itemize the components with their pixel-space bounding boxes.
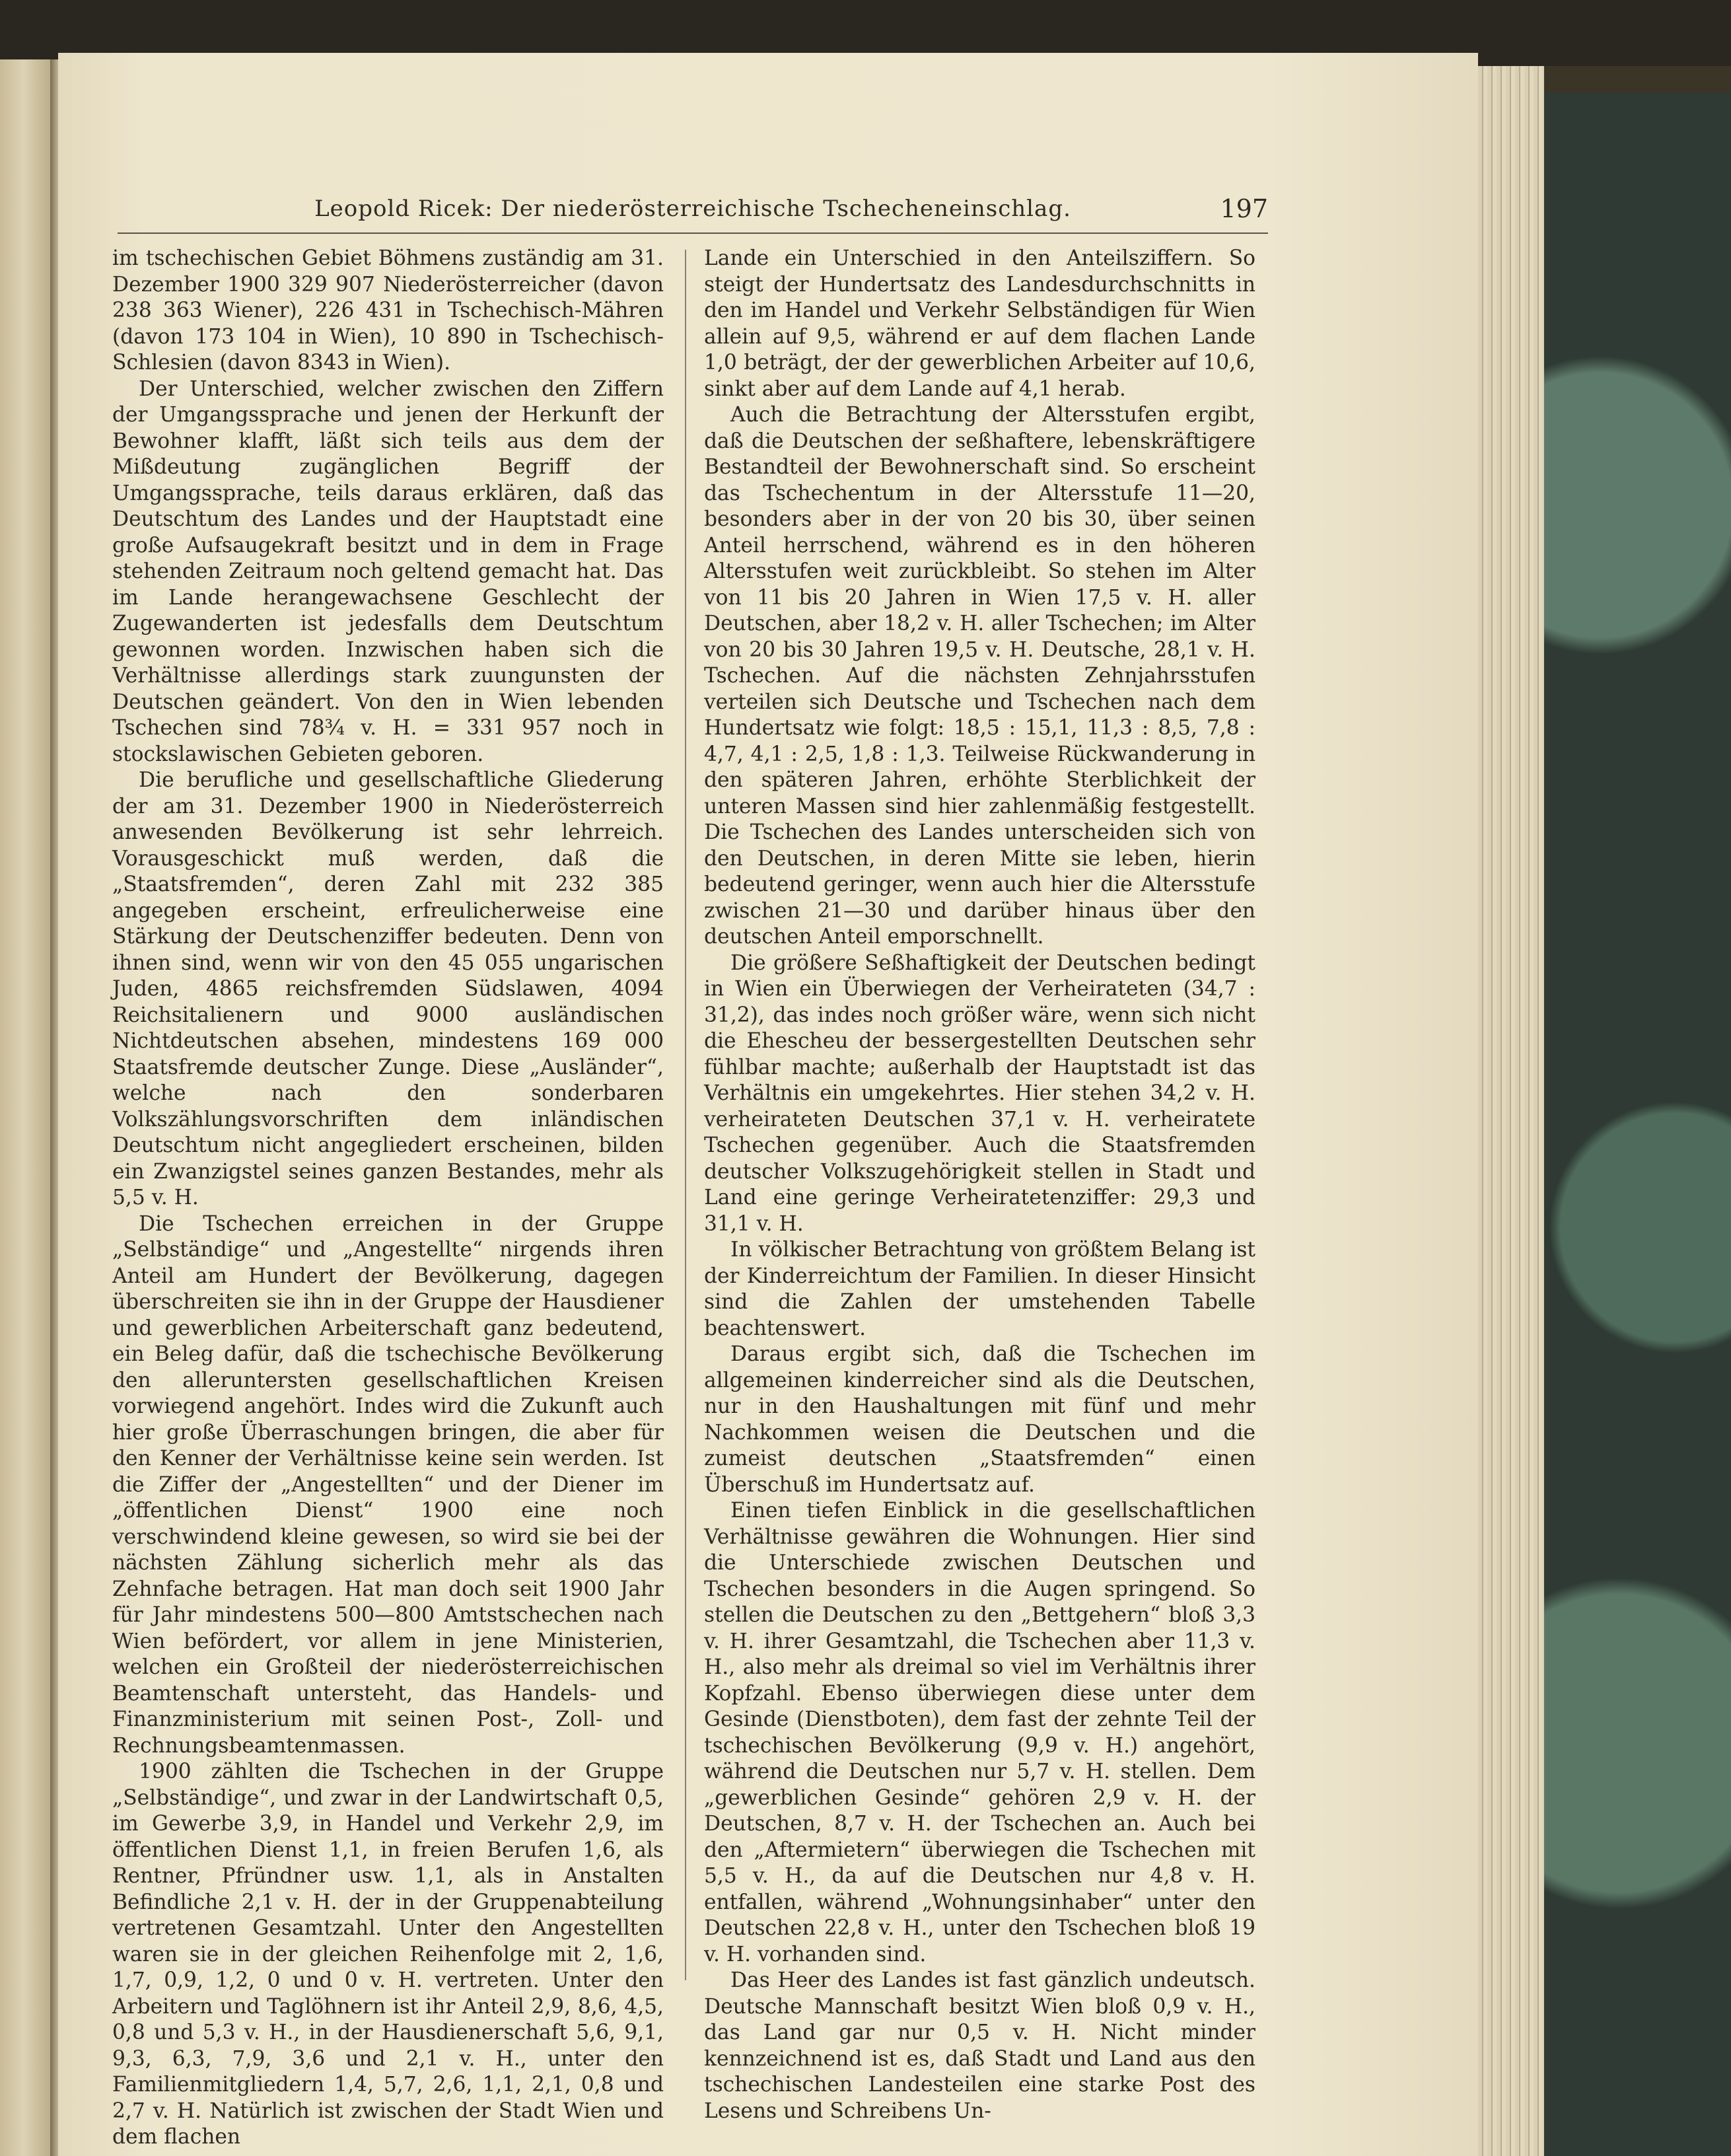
paragraph: Lande ein Unterschied in den Anteilsziffern. So steigt der Hundertsatz des Landesdurchschnitts in den im Handel und Verkehr Selbständigen für Wien allein auf 9,5, während er auf dem flachen Lande 1,0 beträgt, der der gewerblichen Arbeiter auf 10,6, sinkt aber auf dem Lande auf 4,1 herab.: [704, 246, 1255, 401]
text-column-left: [112, 246, 664, 2149]
left-page-edge: [0, 59, 53, 2156]
paragraph: Das Heer des Landes ist fast gänzlich undeutsch. Deutsche Mannschaft besitzt Wien bloß 0,9 v. H., das Land gar nur 0,5 v. H. Nicht minder kennzeichnend ist es, daß Stadt und Land aus den tschechischen Landesteilen eine starke Post des Lesens und Schreibens Un-: [704, 1968, 1255, 2123]
paragraph: Die Tschechen erreichen in der Gruppe „Selbständige“ und „Angestellte“ nirgends ihren Anteil am Hundert der Bevölkerung, dagegen überschreiten sie ihn in der Gruppe der Hausdiener und gewerblichen Arbeiterschaft ganz bedeutend, ein Beleg dafür, daß die tschechische Bevölkerung den alleruntersten gesellschaftlichen Kreisen vorwiegend angehört. Indes wird die Zukunft auch hier große Überraschungen bringen, die aber für den Kenner der Verhältnisse keine sein werden. Ist die Ziffer der „Angestellten“ und der Diener im „öffentlichen Dienst“ 1900 eine noch verschwindend kleine gewesen, so wird sie bei der nächsten Zählung sicherlich mehr als das Zehnfache betragen. Hat man doch seit 1900 Jahr für Jahr mindestens 500—800 Amtstschechen nach Wien befördert, vor allem in jene Ministerien, welchen ein Großteil der niederösterreichischen Beamtenschaft untersteht, das Handels- und Finanzministerium mit seinen Post-, Zoll- und Rechnungsbeamtenmassen.: [112, 1211, 664, 1758]
paragraph: Die berufliche und gesellschaftliche Gliederung der am 31. Dezember 1900 in Niederösterreich anwesenden Bevölkerung ist sehr lehrreich. Vorausgeschickt muß werden, daß die „Staatsfremden“, deren Zahl mit 232 385 angegeben erscheint, erfreulicherweise eine Stärkung der Deutschenziffer bedeuten. Denn von ihnen sind, wenn wir von den 45 055 ungarischen Juden, 4865 reichsfremden Südslawen, 4094 Reichsitalienern und 9000 ausländischen Nichtdeutschen absehen, mindestens 169 000 Staatsfremde deutscher Zunge. Diese „Ausländer“, welche nach den sonderbaren Volkszählungsvorschriften dem inländischen Deutschtum nicht angegliedert erscheinen, bilden ein Zwanzigstel seines ganzen Bestandes, mehr als 5,5 v. H.: [112, 768, 664, 1209]
paragraph: Einen tiefen Einblick in die gesellschaftlichen Verhältnisse gewähren die Wohnungen. Hier sind die Unterschiede zwischen Deutschen und Tschechen besonders in die Augen springend. So stellen die Deutschen zu den „Bettgehern“ bloß 3,3 v. H. ihrer Gesamtzahl, die Tschechen aber 11,3 v. H., also mehr als dreimal so viel im Verhältnis ihrer Kopfzahl. Ebenso überwiegen diese unter dem Gesinde (Dienstboten), dem fast der zehnte Teil der tschechischen Bevölkerung (9,9 v. H.) angehört, während die Deutschen nur 5,7 v. H. stellen. Dem „gewerblichen Gesinde“ gehören 2,9 v. H. der Deutschen, 8,7 v. H. der Tschechen an. Auch bei den „Aftermietern“ überwiegen die Tschechen mit 5,5 v. H., da auf die Deutschen nur 4,8 v. H. entfallen, während „Wohnungsinhaber“ unter den Deutschen 22,8 v. H., unter den Tschechen bloß 19 v. H. vorhanden sind.: [704, 1499, 1255, 1966]
paragraph: Daraus ergibt sich, daß die Tschechen im allgemeinen kinderreicher sind als die Deutschen, nur in den Haushaltungen mit fünf und mehr Nachkommen weisen die Deutschen und die zumeist deutschen „Staatsfremden“ einen Überschuß im Hundertsatz auf.: [704, 1342, 1255, 1497]
header-title: Leopold Ricek: Der niederösterreichische Tschecheneinschlag.: [314, 196, 1071, 222]
paragraph: Der Unterschied, welcher zwischen den Ziffern der Umgangssprache und jenen der Herkunft der Bewohner klafft, läßt sich teils aus dem der Mißdeutung zugänglichen Begriff der Umgangssprache, teils daraus erklären, daß das Deutschtum des Landes und der Hauptstadt eine große Aufsaugekraft besitzt und in dem in Frage stehenden Zeitraum noch geltend gemacht hat. Das im Lande herangewachsene Geschlecht der Zugewanderten ist jedesfalls dem Deutschtum gewonnen worden. Inzwischen haben sich die Verhältnisse allerdings stark zuungunsten der Deutschen geändert. Von den in Wien lebenden Tschechen sind 78¾ v. H. = 331 957 noch in stockslawischen Gebieten geboren.: [112, 377, 664, 766]
text-column-right: [704, 246, 1255, 2123]
running-header: [118, 193, 1268, 234]
paragraph: Die größere Seßhaftigkeit der Deutschen bedingt in Wien ein Überwiegen der Verheirateten (34,7 : 31,2), das indes noch größer wäre, wenn sich nicht die Ehescheu der bessergestellten Deutschen sehr fühlbar machte; außerhalb der Hauptstadt ist das Verhältnis ein umgekehrtes. Hier stehen 34,2 v. H. verheirateten Deutschen 37,1 v. H. verheiratete Tschechen gegenüber. Auch die Staatsfremden deutscher Volkszugehörigkeit stellen in Stadt und Land eine geringe Verheiratetenziffer: 29,3 und 31,1 v. H.: [704, 951, 1255, 1236]
marbled-cover: [1544, 92, 1731, 2156]
page-number: 197: [1220, 194, 1268, 223]
paragraph: Auch die Betrachtung der Altersstufen ergibt, daß die Deutschen der seßhaftere, lebenskräftigere Bestandteil der Bewohnerschaft sind. So erscheint das Tschechentum in der Altersstufe 11—20, besonders aber in der von 20 bis 30, über seinen Anteil herrschend, während es in den höheren Altersstufen weit zurückbleibt. So stehen im Alter von 11 bis 20 Jahren in Wien 17,5 v. H. aller Deutschen, aber 18,2 v. H. aller Tschechen; im Alter von 20 bis 30 Jahren 19,5 v. H. Deutsche, 28,1 v. H. Tschechen. Auf die nächsten Zehnjahrsstufen verteilen sich Deutsche und Tschechen nach dem Hundertsatz wie folgt: 18,5 : 15,1, 11,3 : 8,5, 7,8 : 4,7, 4,1 : 2,5, 1,8 : 1,3. Teilweise Rückwanderung in den späteren Jahren, erhöhte Sterblichkeit der unteren Massen sind hier zahlenmäßig festgestellt. Die Tschechen des Landes unterscheiden sich von den Deutschen, in deren Mitte sie leben, hierin bedeutend geringer, wenn auch hier die Altersstufe zwischen 21—30 und darüber hinaus über den deutschen Anteil emporschnellt.: [704, 403, 1255, 949]
column-divider: [685, 250, 686, 1980]
page-stack-edge: [1478, 66, 1544, 2156]
paragraph: In völkischer Betrachtung von größtem Belang ist der Kinderreichtum der Familien. In dieser Hinsicht sind die Zahlen der umstehenden Tabelle beachtenswert.: [704, 1238, 1255, 1340]
paragraph: im tschechischen Gebiet Böhmens zuständig am 31. Dezember 1900 329 907 Niederösterreicher (davon 238 363 Wiener), 226 431 in Tschechisch-Mähren (davon 173 104 in Wien), 10 890 in Tschechisch-Schlesien (davon 8343 in Wien).: [112, 246, 664, 375]
paragraph: 1900 zählten die Tschechen in der Gruppe „Selbständige“, und zwar in der Landwirtschaft 0,5, im Gewerbe 3,9, in Handel und Verkehr 2,9, im öffentlichen Dienst 1,1, in freien Berufen 1,6, als Rentner, Pfründner usw. 1,1, als in Anstalten Befindliche 2,1 v. H. der in der Gruppenabteilung vertretenen Gesamtzahl. Unter den Angestellten waren sie in der gleichen Reihenfolge mit 2, 1,6, 1,7, 0,9, 1,2, 0 und 0 v. H. vertreten. Unter den Arbeitern und Taglöhnern ist ihr Anteil 2,9, 8,6, 4,5, 0,8 und 5,3 v. H., in der Hausdienerschaft 5,6, 9,1, 9,3, 6,3, 7,9, 3,6 und 2,1 v. H., unter den Familienmitgliedern 1,4, 5,7, 2,6, 1,1, 2,1, 0,8 und 2,7 v. H. Natürlich ist zwischen der Stadt Wien und dem flachen: [112, 1760, 664, 2149]
